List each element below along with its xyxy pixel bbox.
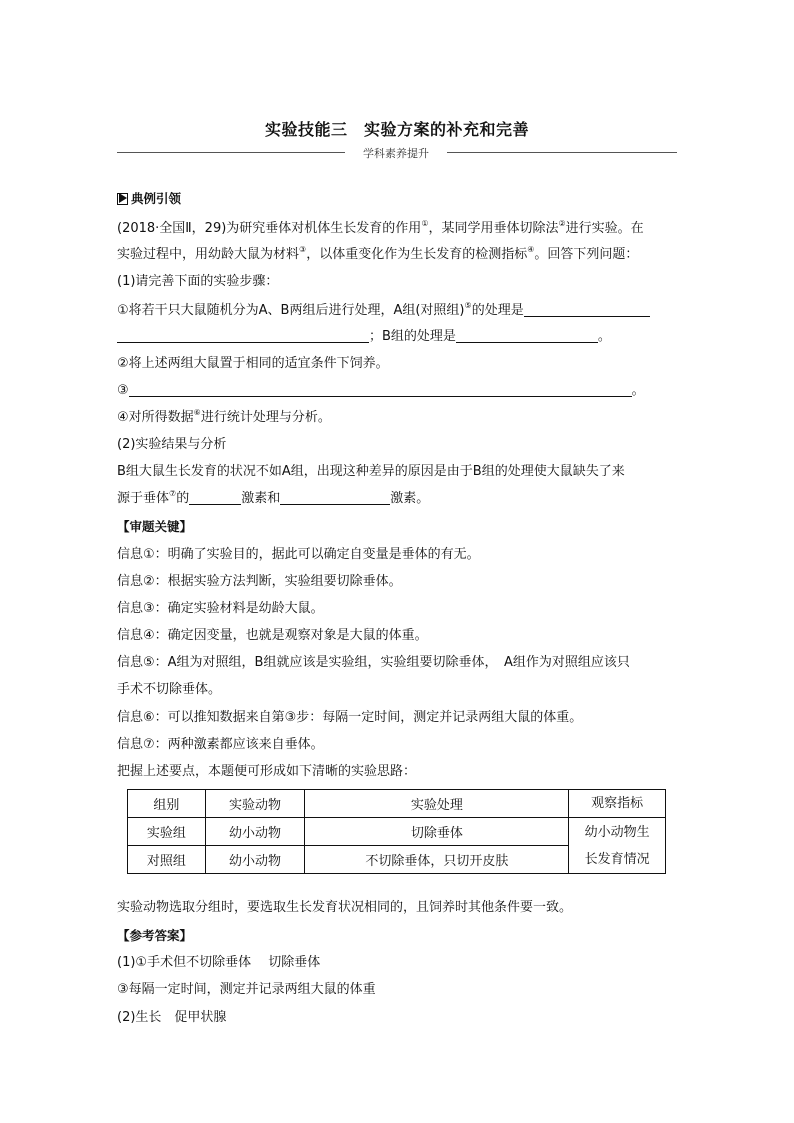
result-line-2	[117, 490, 679, 508]
answer-blank-1b[interactable]	[117, 328, 369, 343]
analysis-item-2: 信息②：根据实验方法判断，实验组要切除垂体。	[117, 574, 402, 589]
step-1-end: 。	[597, 329, 611, 344]
result-text: 激素和	[241, 491, 281, 506]
question-text: 进行实验。在	[565, 221, 644, 236]
question-text: ，以体重变化作为生长发育的检测指标	[306, 247, 528, 262]
answer-line-3: (2)生长 促甲状腺	[117, 1010, 227, 1025]
question-part-2: (2)实验结果与分析	[117, 437, 227, 452]
page-title: 实验技能三 实验方案的补充和完善	[264, 120, 529, 139]
question-text: 实验过程中，用幼龄大鼠为材料	[117, 247, 300, 262]
step-4	[117, 409, 679, 427]
observe-line-1: 幼小动物生	[584, 824, 650, 840]
page-subtitle: 学科素养提升	[363, 147, 429, 160]
marker-2: ②	[558, 219, 566, 228]
table-row	[128, 818, 666, 846]
step-3-number: ③	[117, 383, 129, 398]
result-line-1: B组大鼠生长发育的状况不如A组，出现这种差异的原因是由于B组的处理使大鼠缺失了来	[117, 464, 625, 479]
table-cell-observe	[569, 818, 666, 874]
marker-3: ③	[299, 245, 307, 254]
table-header: 实验动物	[205, 790, 305, 818]
analysis-item-6: 信息⑥：可以推知数据来自第③步：每隔一定时间，测定并记录两组大鼠的体重。	[117, 710, 583, 725]
experiment-table	[127, 789, 666, 874]
answer-line-1: (1)①手术但不切除垂体 切除垂体	[117, 955, 321, 970]
answer-heading: 【参考答案】	[117, 928, 193, 943]
marker-4: ④	[527, 245, 535, 254]
subtitle-divider	[117, 145, 677, 159]
step-2: ②将上述两组大鼠置于相同的适宜条件下饲养。	[117, 356, 389, 371]
result-text: 激素。	[390, 491, 430, 506]
analysis-heading: 【审题关键】	[117, 519, 193, 534]
result-text: 的	[176, 491, 190, 506]
step-4-text: 进行统计处理与分析。	[200, 410, 331, 425]
answer-blank-3[interactable]	[129, 382, 632, 397]
table-cell: 不切除垂体，只切开皮肤	[305, 846, 569, 874]
marker-5: ⑤	[464, 301, 472, 310]
table-header: 组别	[128, 790, 206, 818]
marker-6: ⑥	[193, 408, 201, 417]
table-header: 观察指标	[569, 790, 666, 818]
question-line-1	[117, 220, 679, 238]
step-3-end: 。	[631, 383, 645, 398]
step-1-text: ；B组的处理是	[369, 329, 456, 344]
marker-7: ⑦	[169, 489, 177, 498]
marker-1: ①	[421, 219, 429, 228]
step-1-text: 的处理是	[471, 303, 524, 318]
analysis-item-7: 信息⑦：两种激素都应该来自垂体。	[117, 737, 324, 752]
question-text: 。回答下列问题：	[534, 247, 639, 262]
question-line-2	[117, 246, 679, 264]
question-source: (2018·全国Ⅱ，29)为研究垂体对机体生长发育的作用	[117, 221, 422, 236]
question-part-1: (1)请完善下面的实验步骤：	[117, 274, 279, 289]
analysis-item-3: 信息③：确定实验材料是幼龄大鼠。	[117, 601, 324, 616]
summary-text: 把握上述要点，本题便可形成如下清晰的实验思路：	[117, 764, 417, 779]
divider-right	[447, 152, 677, 153]
play-icon	[117, 193, 128, 205]
question-text: ，某同学用垂体切除法	[428, 221, 559, 236]
observe-line-2: 长发育情况	[584, 851, 650, 867]
answer-blank-4[interactable]	[189, 490, 241, 505]
answer-blank-2[interactable]	[456, 328, 598, 343]
answer-blank-5[interactable]	[280, 490, 390, 505]
step-1-line-2	[117, 328, 679, 346]
table-cell: 切除垂体	[305, 818, 569, 846]
step-1-text: ①将若干只大鼠随机分为A、B两组后进行处理，A组(对照组)	[117, 303, 465, 318]
answer-blank-1[interactable]	[524, 302, 650, 317]
divider-left	[117, 152, 345, 153]
step-1-line-1	[117, 302, 679, 320]
section-heading-text: 典例引领	[131, 191, 182, 206]
answer-line-2: ③每隔一定时间，测定并记录两组大鼠的体重	[117, 982, 376, 997]
table-cell: 幼小动物	[205, 818, 305, 846]
table-cell: 对照组	[128, 846, 206, 874]
step-4-text: ④对所得数据	[117, 410, 194, 425]
step-3	[117, 382, 679, 400]
result-text: 源于垂体	[117, 491, 170, 506]
analysis-item-5: 信息⑤：A组为对照组，B组就应该是实验组，实验组要切除垂体， A组作为对照组应该只	[117, 655, 630, 670]
table-cell: 实验组	[128, 818, 206, 846]
table-cell: 幼小动物	[205, 846, 305, 874]
section-heading	[117, 190, 679, 208]
table-header-row	[128, 790, 666, 818]
table-header: 实验处理	[305, 790, 569, 818]
analysis-item-4: 信息④：确定因变量，也就是观察对象是大鼠的体重。	[117, 628, 428, 643]
analysis-item-1: 信息①：明确了实验目的，据此可以确定自变量是垂体的有无。	[117, 547, 480, 562]
note-text: 实验动物选取分组时，要选取生长发育状况相同的，且饲养时其他条件要一致。	[117, 900, 573, 915]
analysis-item-5-cont: 手术不切除垂体。	[117, 682, 222, 697]
